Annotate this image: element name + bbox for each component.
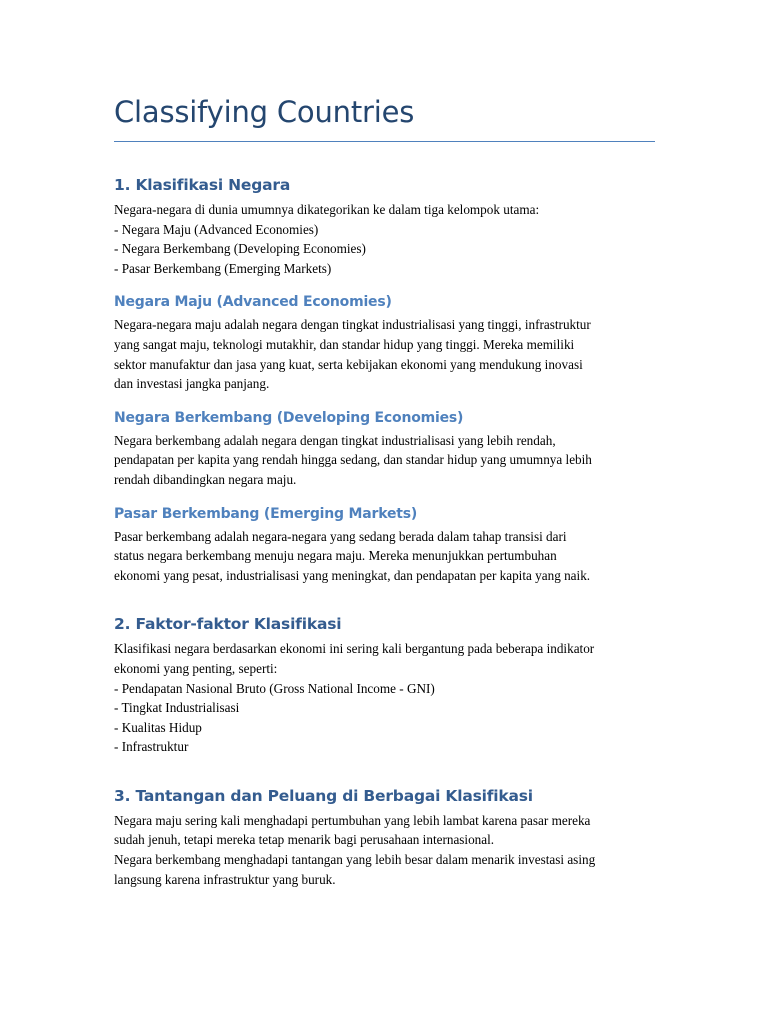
developing-economies-paragraph <box>114 431 655 490</box>
developing-economies-heading: Negara Berkembang (Developing Economies) <box>114 409 464 426</box>
paragraph-line: langsung karena infrastruktur yang buruk. <box>114 871 336 887</box>
intro-line: - Pasar Berkembang (Emerging Markets) <box>114 260 332 276</box>
paragraph-line: Klasifikasi negara berdasarkan ekonomi ini sering kali bergantung pada beberapa indikator <box>114 641 595 657</box>
document-page <box>114 92 655 889</box>
paragraph-line: Negara-negara maju adalah negara dengan tingkat industrialisasi yang tinggi, infrastruktur <box>114 317 591 333</box>
section-3-paragraph <box>114 811 655 889</box>
paragraph-line: Negara berkembang adalah negara dengan tingkat industrialisasi yang lebih rendah, <box>114 432 556 448</box>
paragraph-line: - Kualitas Hidup <box>114 719 202 735</box>
paragraph-line: sektor manufaktur dan jasa yang kuat, serta kebijakan ekonomi yang mendukung inovasi <box>114 356 583 372</box>
intro-line: - Negara Berkembang (Developing Economies) <box>114 241 366 257</box>
paragraph-line: - Pendapatan Nasional Bruto (Gross National Income - GNI) <box>114 680 435 696</box>
advanced-economies-paragraph <box>114 315 655 393</box>
paragraph-line: rendah dibandingkan negara maju. <box>114 471 297 487</box>
paragraph-line: - Infrastruktur <box>114 739 189 755</box>
section-2-heading: 2. Faktor-faktor Klasifikasi <box>114 615 342 634</box>
paragraph-line: Negara berkembang menghadapi tantangan yang lebih besar dalam menarik investasi asing <box>114 852 596 868</box>
document-title: Classifying Countries <box>114 95 415 129</box>
emerging-markets-heading: Pasar Berkembang (Emerging Markets) <box>114 505 418 522</box>
paragraph-line: pendapatan per kapita yang rendah hingga sedang, dan standar hidup yang umumnya lebih <box>114 452 592 468</box>
intro-line: - Negara Maju (Advanced Economies) <box>114 221 319 237</box>
section-2-paragraph <box>114 639 655 757</box>
title-underline <box>114 141 655 142</box>
paragraph-line: ekonomi yang pesat, industrialisasi yang meningkat, dan pendapatan per kapita yang naik. <box>114 567 591 583</box>
intro-line: Negara-negara di dunia umumnya dikategorikan ke dalam tiga kelompok utama: <box>114 202 540 217</box>
section-3-heading: 3. Tantangan dan Peluang di Berbagai Klasifikasi <box>114 786 533 805</box>
paragraph-line: ekonomi yang penting, seperti: <box>114 660 278 676</box>
paragraph-line: Negara maju sering kali menghadapi pertumbuhan yang lebih lambat karena pasar mereka <box>114 812 591 828</box>
paragraph-line: status negara berkembang menuju negara maju. Mereka menunjukkan pertumbuhan <box>114 548 557 564</box>
advanced-economies-heading: Negara Maju (Advanced Economies) <box>114 294 392 311</box>
paragraph-line: sudah jenuh, tetapi mereka tetap menarik bagi perusahaan internasional. <box>114 832 495 848</box>
section-1-heading: 1. Klasifikasi Negara <box>114 176 291 194</box>
paragraph-line: yang sangat maju, teknologi mutakhir, dan standar hidup yang tinggi. Mereka memiliki <box>114 336 575 352</box>
paragraph-line: dan investasi jangka panjang. <box>114 376 270 392</box>
section-1-intro <box>114 200 655 278</box>
paragraph-line: Pasar berkembang adalah negara-negara yang sedang berada dalam tahap transisi dari <box>114 528 567 544</box>
paragraph-line: - Tingkat Industrialisasi <box>114 700 240 716</box>
emerging-markets-paragraph <box>114 527 655 586</box>
